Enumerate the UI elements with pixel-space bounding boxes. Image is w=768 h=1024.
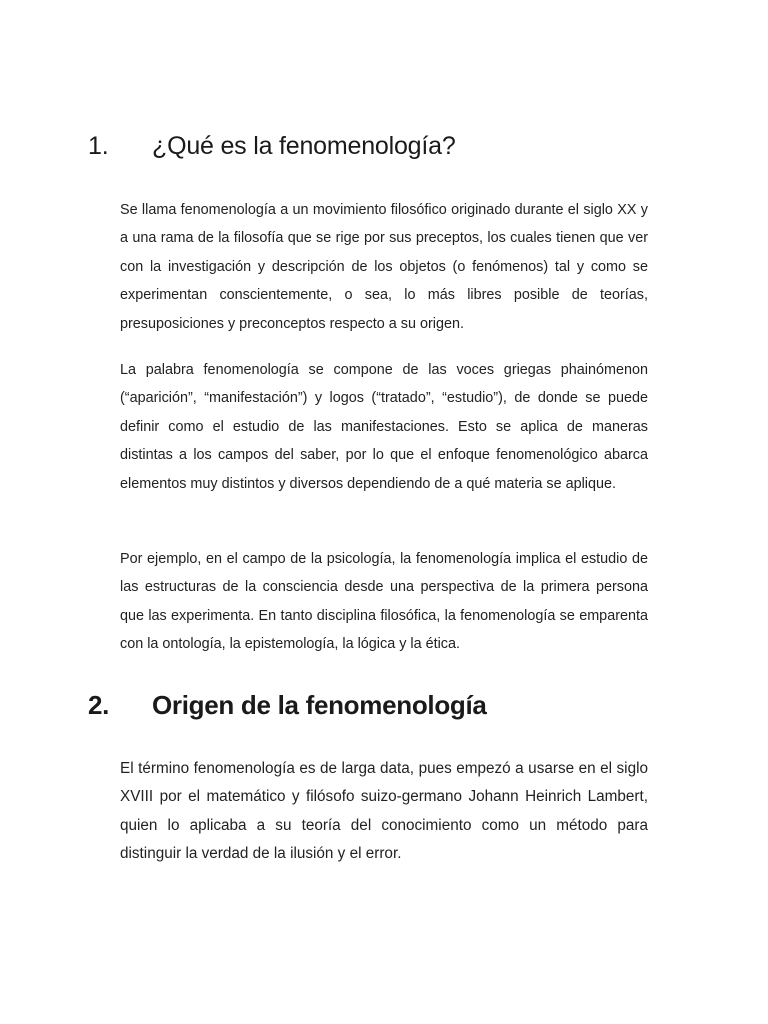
section-2-number: 2.	[88, 690, 110, 720]
section-2-title: Origen de la fenomenología	[152, 690, 487, 720]
section-2-paragraph-1: El término fenomenología es de larga data, pues empezó a usarse en el siglo XVIII por el matemático y filósofo suizo-germano Johann Heinrich Lambert, quien lo aplicaba a su teoría del conocimiento como un método para distinguir la verdad de la ilusión y el error.	[120, 760, 648, 863]
section-1-paragraph-3: Por ejemplo, en el campo de la psicología, la fenomenología implica el estudio de las estructuras de la consciencia desde una perspectiva de la primera persona que las experimenta. En tanto disciplina filosófica, la fenomenología se emparenta con la ontología, la epistemología, la lógica y la ética.	[120, 551, 648, 653]
section-1-paragraph-1: Se llama fenomenología a un movimiento filosófico originado durante el siglo XX y a una rama de la filosofía que se rige por sus preceptos, los cuales tienen que ver con la investigación y descripción de los objetos (o fenómenos) tal y como se experimentan conscientemente, o sea, lo más libres posible de teorías, presuposiciones y preconceptos respecto a su origen.	[120, 202, 648, 332]
section-1-number: 1.	[88, 132, 109, 160]
section-1-heading	[88, 132, 456, 161]
section-2-heading	[88, 690, 487, 721]
section-1-paragraph-2: La palabra fenomenología se compone de las voces griegas phainómenon (“aparición”, “manifestación”) y logos (“tratado”, “estudio”), de donde se puede definir como el estudio de las manifestaciones. Esto se aplica de maneras distintas a los campos del saber, por lo que el enfoque fenomenológico abarca elementos muy distintos y diversos dependiendo de a qué materia se aplique.	[120, 362, 648, 492]
section-1-title: ¿Qué es la fenomenología?	[152, 132, 456, 160]
